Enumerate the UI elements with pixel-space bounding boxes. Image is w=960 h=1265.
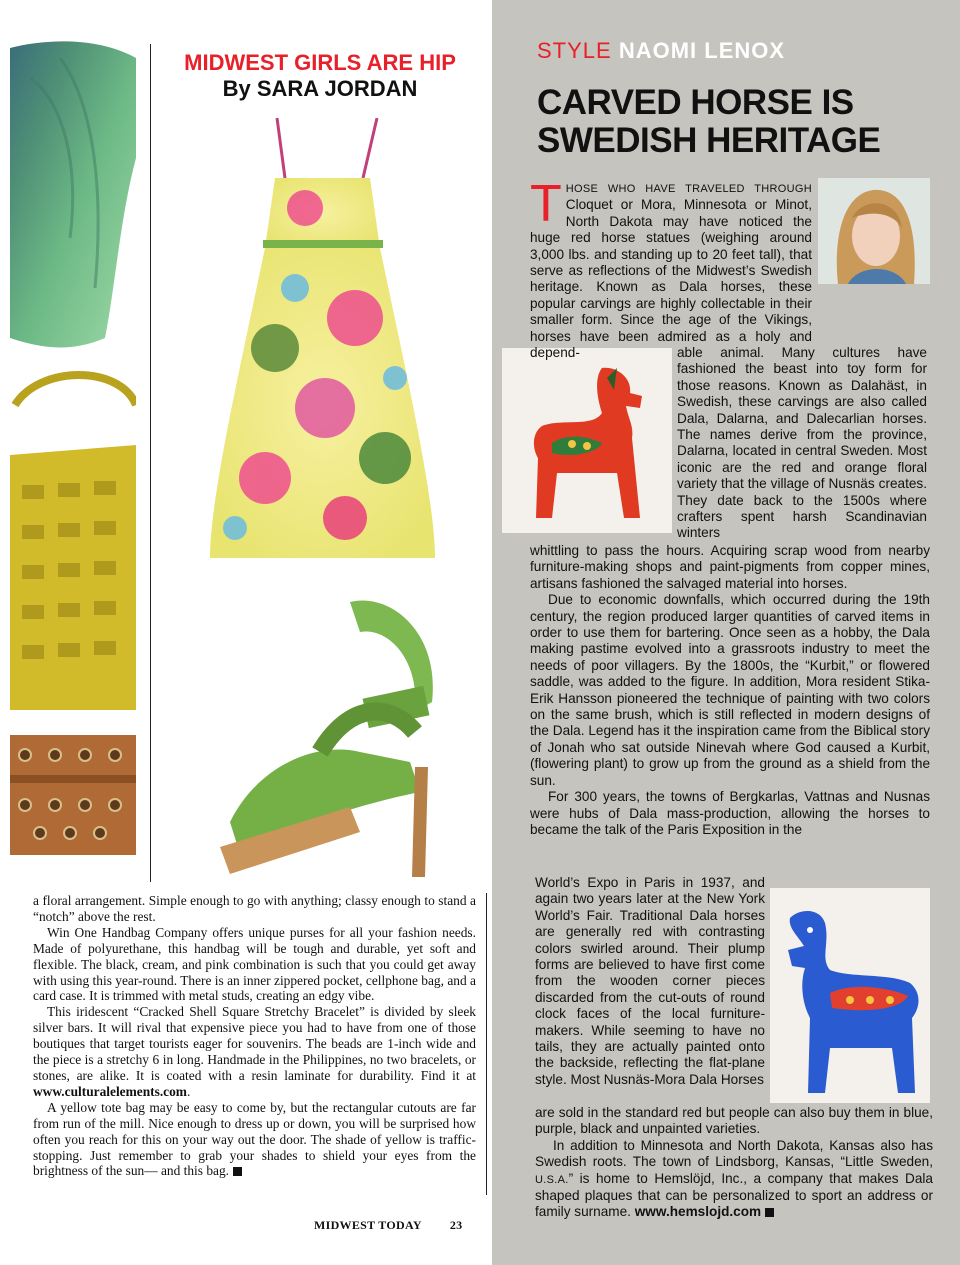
- page-footer: [314, 1218, 462, 1233]
- left-paragraph-3-text: This iridescent “Cracked Shell Square Stretchy Bracelet” is divided by sleek silver bars. It will rival that expensive piece you had to have from one of those boutiques that target tourists eager for souvenirs. The beads are 1-inch wide and the piece is a stretchy 6 in long. Handmade in the Philippines, no two bracelets, or stones, are alike. It is coated with a resin laminate for durability. Find it at: [33, 1004, 476, 1083]
- left-article-byline: By SARA JORDAN: [222, 76, 418, 101]
- right-paragraph-4-a: In addition to Minnesota and North Dakota, Kansas also has Swedish roots. The town of Lindsborg, Kansas, “Little Sweden,: [535, 1137, 933, 1170]
- left-article-title: MIDWEST GIRLS ARE HIP: [184, 50, 456, 75]
- belt-photo: [10, 725, 136, 860]
- right-article-wrap-2: [535, 875, 765, 1088]
- right-paragraph-1-c: whittling to pass the hours. Acquiring scrap wood from nearby furniture-making shops and paint-pigments from copper mines, artisans fashioned the salvaged material into horses.: [530, 543, 930, 591]
- author-photo: [818, 178, 930, 284]
- section-kicker: [537, 38, 785, 64]
- right-paragraph-4-b: ” is home to Hemslöjd, Inc., a company that makes Dala shaped plaques that can be personalized to sport an address or family surname.: [535, 1170, 933, 1220]
- left-paragraph-4-text: A yellow tote bag may be easy to come by, but the rectangular cutouts are far from run of the mill. Nice enough to dress up or down, you will be surprised how often you reach for this on your way out the door. The shade of yellow is traffic-stopping. Just remember to grab your shades to shield your eyes from the brightness of the sun— and this bag.: [33, 1099, 476, 1179]
- right-paragraph-1-a: Cloquet or Mora, Minnesota or Minot, North Dakota may have noticed the huge red horse statues (weighing around 3,000 lbs. and standing up to 20 feet tall), that serve as reflections of the Midwest’s Swedish heritage. Known as Dala horses, these popular carvings are highly collectable in their smaller form. Since the age of the Vikings, horses have been admired as a holy and depend-: [530, 197, 812, 361]
- headline-line-2: SWEDISH HERITAGE: [537, 121, 881, 160]
- blue-dala-horse-photo: [770, 888, 930, 1103]
- end-mark-icon: [233, 1167, 242, 1176]
- lead-smallcaps: HOSE WHO HAVE TRAVELED THROUGH: [565, 183, 812, 195]
- kicker-label: STYLE: [537, 38, 612, 63]
- left-article-body: [33, 893, 476, 1179]
- right-article-headline: [537, 84, 937, 160]
- red-dala-horse-photo: [502, 348, 672, 533]
- usa-abbrev: U.S.A.: [535, 1173, 569, 1186]
- right-paragraph-1-opening: [530, 175, 812, 361]
- green-sandal-photo: [200, 592, 458, 882]
- left-paragraph-3: [33, 1004, 476, 1099]
- yellow-tote-photo: [10, 365, 136, 710]
- right-article-wrap-1: [677, 345, 927, 542]
- hemslojd-link[interactable]: www.hemslojd.com: [634, 1204, 762, 1220]
- scarf-photo: [10, 38, 136, 353]
- left-paragraph-1: a floral arrangement. Simple enough to go with anything; classy enough to stand a “notch” above the rest.: [33, 893, 476, 924]
- floral-dress-photo: [205, 118, 437, 576]
- right-paragraph-1-b: able animal. Many cultures have fashioned the beast into toy form for those reasons. Known as Dalahäst, in Swedish, these carvings are also called Dala, Dalarna, and Dalecarlian horses. The names derive from the province, Dalarna, located in central Sweden. Most iconic are the red and orange floral variety that the village of Nusnäs creates. They date back to the 1500s where crafters spent harsh Scandinavian winters: [677, 345, 927, 541]
- left-paragraph-3-end: .: [186, 1083, 191, 1099]
- end-mark-icon: [765, 1208, 774, 1217]
- footer-page-number: 23: [449, 1218, 463, 1232]
- left-paragraph-4: [33, 1100, 476, 1180]
- right-article-intro: [530, 175, 812, 361]
- right-paragraph-3-a: For 300 years, the towns of Bergkarlas, Vattnas and Nusnas were hubs of Dala mass-production, allowing the horses to became the talk of the Paris Exposition in the: [530, 789, 930, 837]
- right-paragraph-2: Due to economic downfalls, which occurred during the 19th century, the region produced larger quantities of carved items in order to use them for bartering. Once seen as a hobby, the Dala making pastime evolved into a grassroots industry to meet the needs of poor villagers. By the 1800s, the “Kurbit,” or flowered saddle, was added to the figure. In addition, Mora resident Stika-Erik Hansson pioneered the technique of painting with two colors on the same brush, which is still reflected in modern designs of the Dala. Legend has it the inspiration came from the Biblical story of Jonah who sat outside Ninevah where God caused a Kurbit, (flowering plant) to grow up from the ground as a shield from the sun.: [530, 592, 930, 788]
- left-article-header: [160, 50, 480, 102]
- right-article-end: [535, 1105, 933, 1221]
- right-article-main: [530, 543, 930, 838]
- footer-magazine: MIDWEST TODAY: [314, 1218, 422, 1232]
- cultural-elements-link[interactable]: www.culturalelements.com: [33, 1083, 187, 1099]
- left-paragraph-2: Win One Handbag Company offers unique purses for all your fashion needs. Made of polyurethane, this handbag will be tough and durable, yet soft and flexible. The black, cream, and pink combination is such that you could get away with using this year-round. There is an inner zippered pocket, cellphone bag, and a card case. It is trimmed with metal studs, creating an edgy vibe.: [33, 924, 476, 1004]
- right-paragraph-4: [535, 1138, 933, 1221]
- left-divider: [150, 44, 151, 882]
- drop-cap: T: [530, 175, 562, 233]
- right-paragraph-3-b: World’s Expo in Paris in 1937, and again two years later at the New York World’s Fair. Traditional Dala horses are generally red with contrasting colors swirled around. Their plump forms are believed to have first come from the wooden corner pieces discarded from the cut-outs of round clock faces of the local furniture-makers. While seeming to have no tails, they are actually painted onto the backside, reflecting the flat-plane style. Most Nusnäs-Mora Dala Horses: [535, 875, 765, 1087]
- headline-line-1: CARVED HORSE IS: [537, 83, 854, 122]
- kicker-author: NAOMI LENOX: [618, 38, 786, 63]
- left-text-divider: [486, 893, 487, 1195]
- right-paragraph-3-c: are sold in the standard red but people can also buy them in blue, purple, black and unpainted varieties.: [535, 1105, 933, 1137]
